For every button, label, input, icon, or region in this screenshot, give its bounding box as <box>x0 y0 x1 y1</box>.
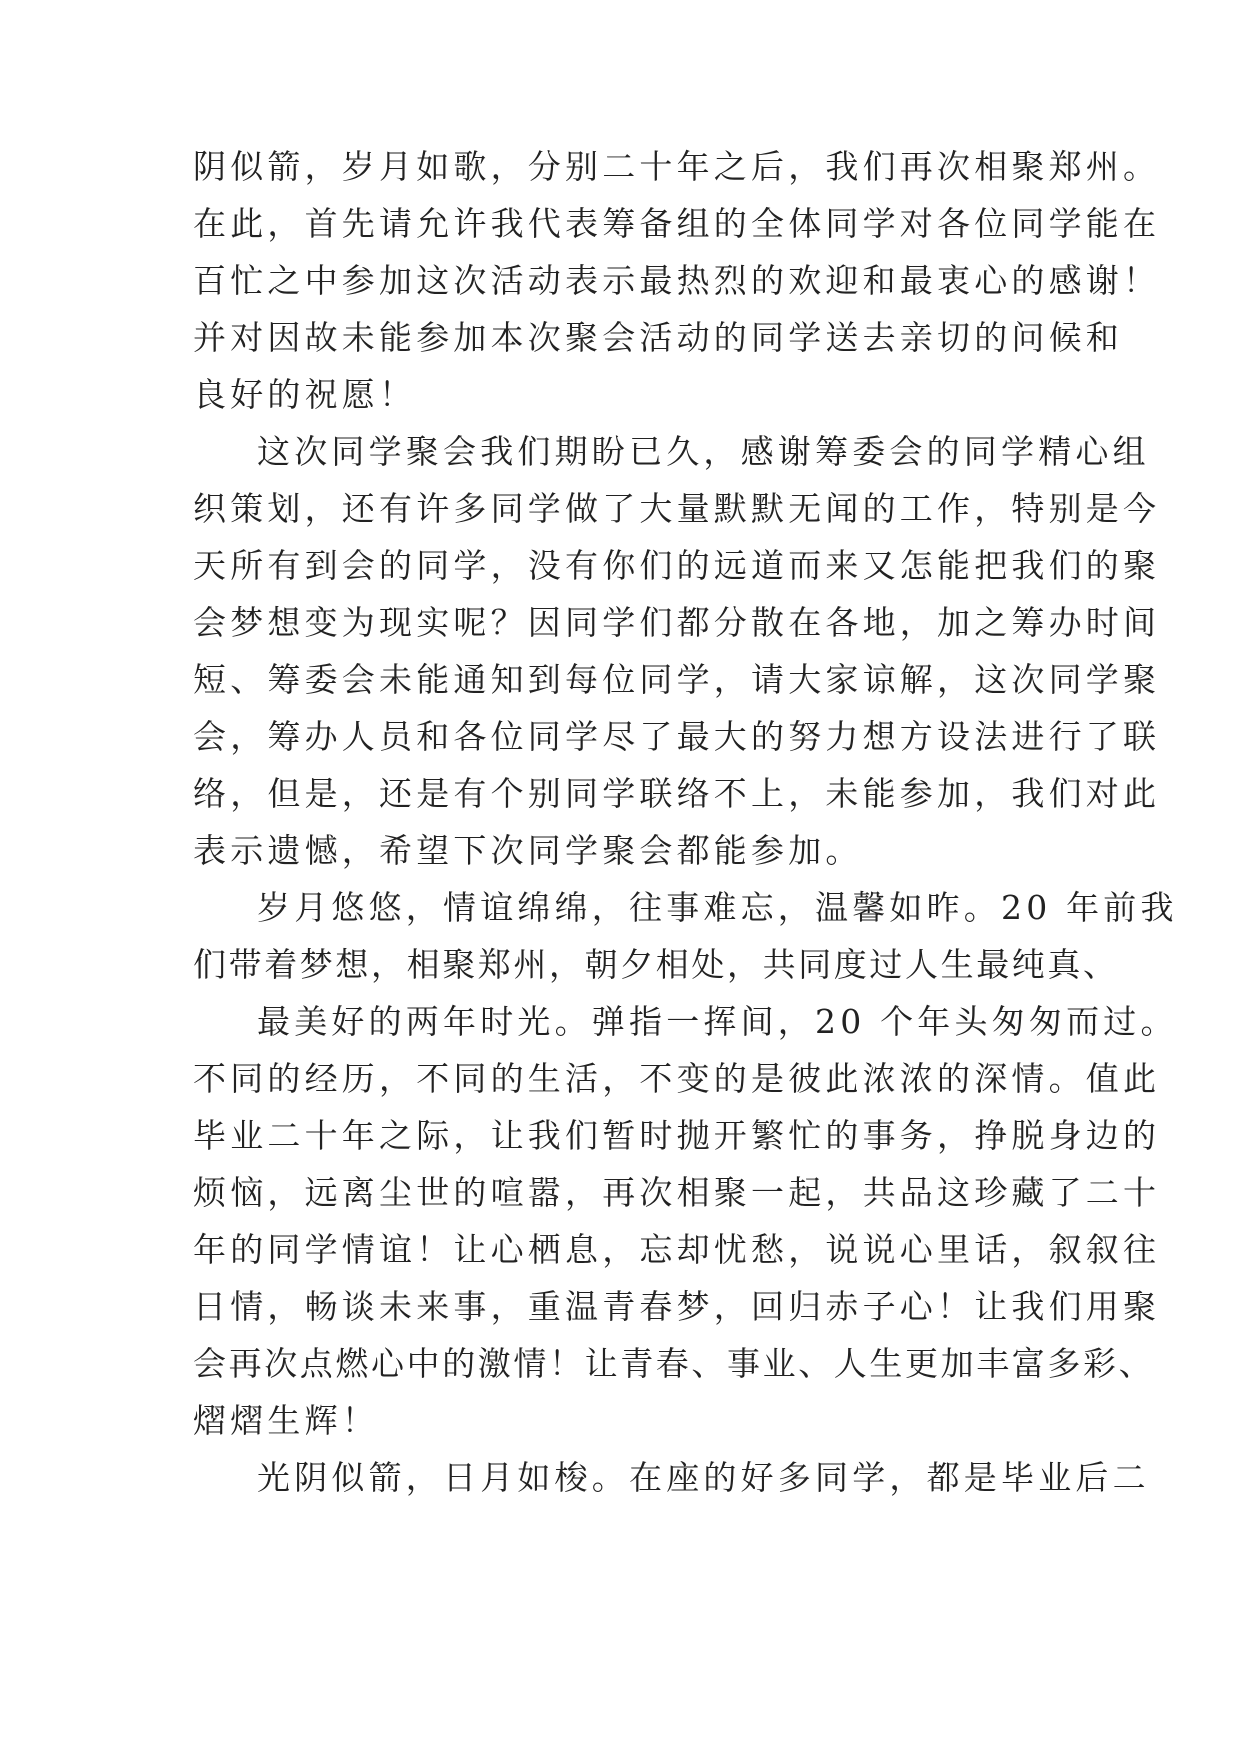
text-line: 们带着梦想，相聚郑州，朝夕相处，共同度过人生最纯真、 <box>193 945 1119 984</box>
text-line: 光阴似箭，日月如梭。在座的好多同学，都是毕业后二 <box>257 1458 1150 1497</box>
text-line: 络，但是，还是有个别同学联络不上，未能参加，我们对此 <box>193 774 1161 813</box>
text-line: 不同的经历，不同的生活，不变的是彼此浓浓的深情。值此 <box>193 1059 1161 1098</box>
text-line: 熠熠生辉！ <box>193 1401 379 1440</box>
text-line: 毕业二十年之际，让我们暂时抛开繁忙的事务，挣脱身边的 <box>193 1116 1161 1155</box>
text-line: 会，筹办人员和各位同学尽了最大的努力想方设法进行了联 <box>193 717 1161 756</box>
text-line: 百忙之中参加这次活动表示最热烈的欢迎和最衷心的感谢！ <box>193 261 1161 300</box>
text-line: 天所有到会的同学，没有你们的远道而来又怎能把我们的聚 <box>193 546 1161 585</box>
text-line: 良好的祝愿！ <box>193 375 417 414</box>
text-line: 最美好的两年时光。弹指一挥间，20 个年头匆匆而过。 <box>257 1002 1178 1041</box>
text-line: 会再次点燃心中的激情！让青春、事业、人生更加丰富多彩、 <box>193 1344 1155 1383</box>
text-line: 阴似箭，岁月如歌，分别二十年之后，我们再次相聚郑州。 <box>193 147 1161 186</box>
text-line: 这次同学聚会我们期盼已久，感谢筹委会的同学精心组 <box>257 432 1150 471</box>
text-line: 会梦想变为现实呢？因同学们都分散在各地，加之筹办时间 <box>193 603 1161 642</box>
text-line: 表示遗憾，希望下次同学聚会都能参加。 <box>193 831 863 870</box>
text-line: 并对因故未能参加本次聚会活动的同学送去亲切的问候和 <box>193 318 1123 357</box>
text-line: 在此，首先请允许我代表筹备组的全体同学对各位同学能在 <box>193 204 1161 243</box>
text-line: 岁月悠悠，情谊绵绵，往事难忘，温馨如昨。20 年前我 <box>257 888 1178 927</box>
text-line: 年的同学情谊！让心栖息，忘却忧愁，说说心里话，叙叙往 <box>193 1230 1161 1269</box>
text-line: 日情，畅谈未来事，重温青春梦，回归赤子心！让我们用聚 <box>193 1287 1161 1326</box>
text-line: 烦恼，远离尘世的喧嚣，再次相聚一起，共品这珍藏了二十 <box>193 1173 1161 1212</box>
text-line: 短、筹委会未能通知到每位同学，请大家谅解，这次同学聚 <box>193 660 1161 699</box>
text-line: 织策划，还有许多同学做了大量默默无闻的工作，特别是今 <box>193 489 1161 528</box>
